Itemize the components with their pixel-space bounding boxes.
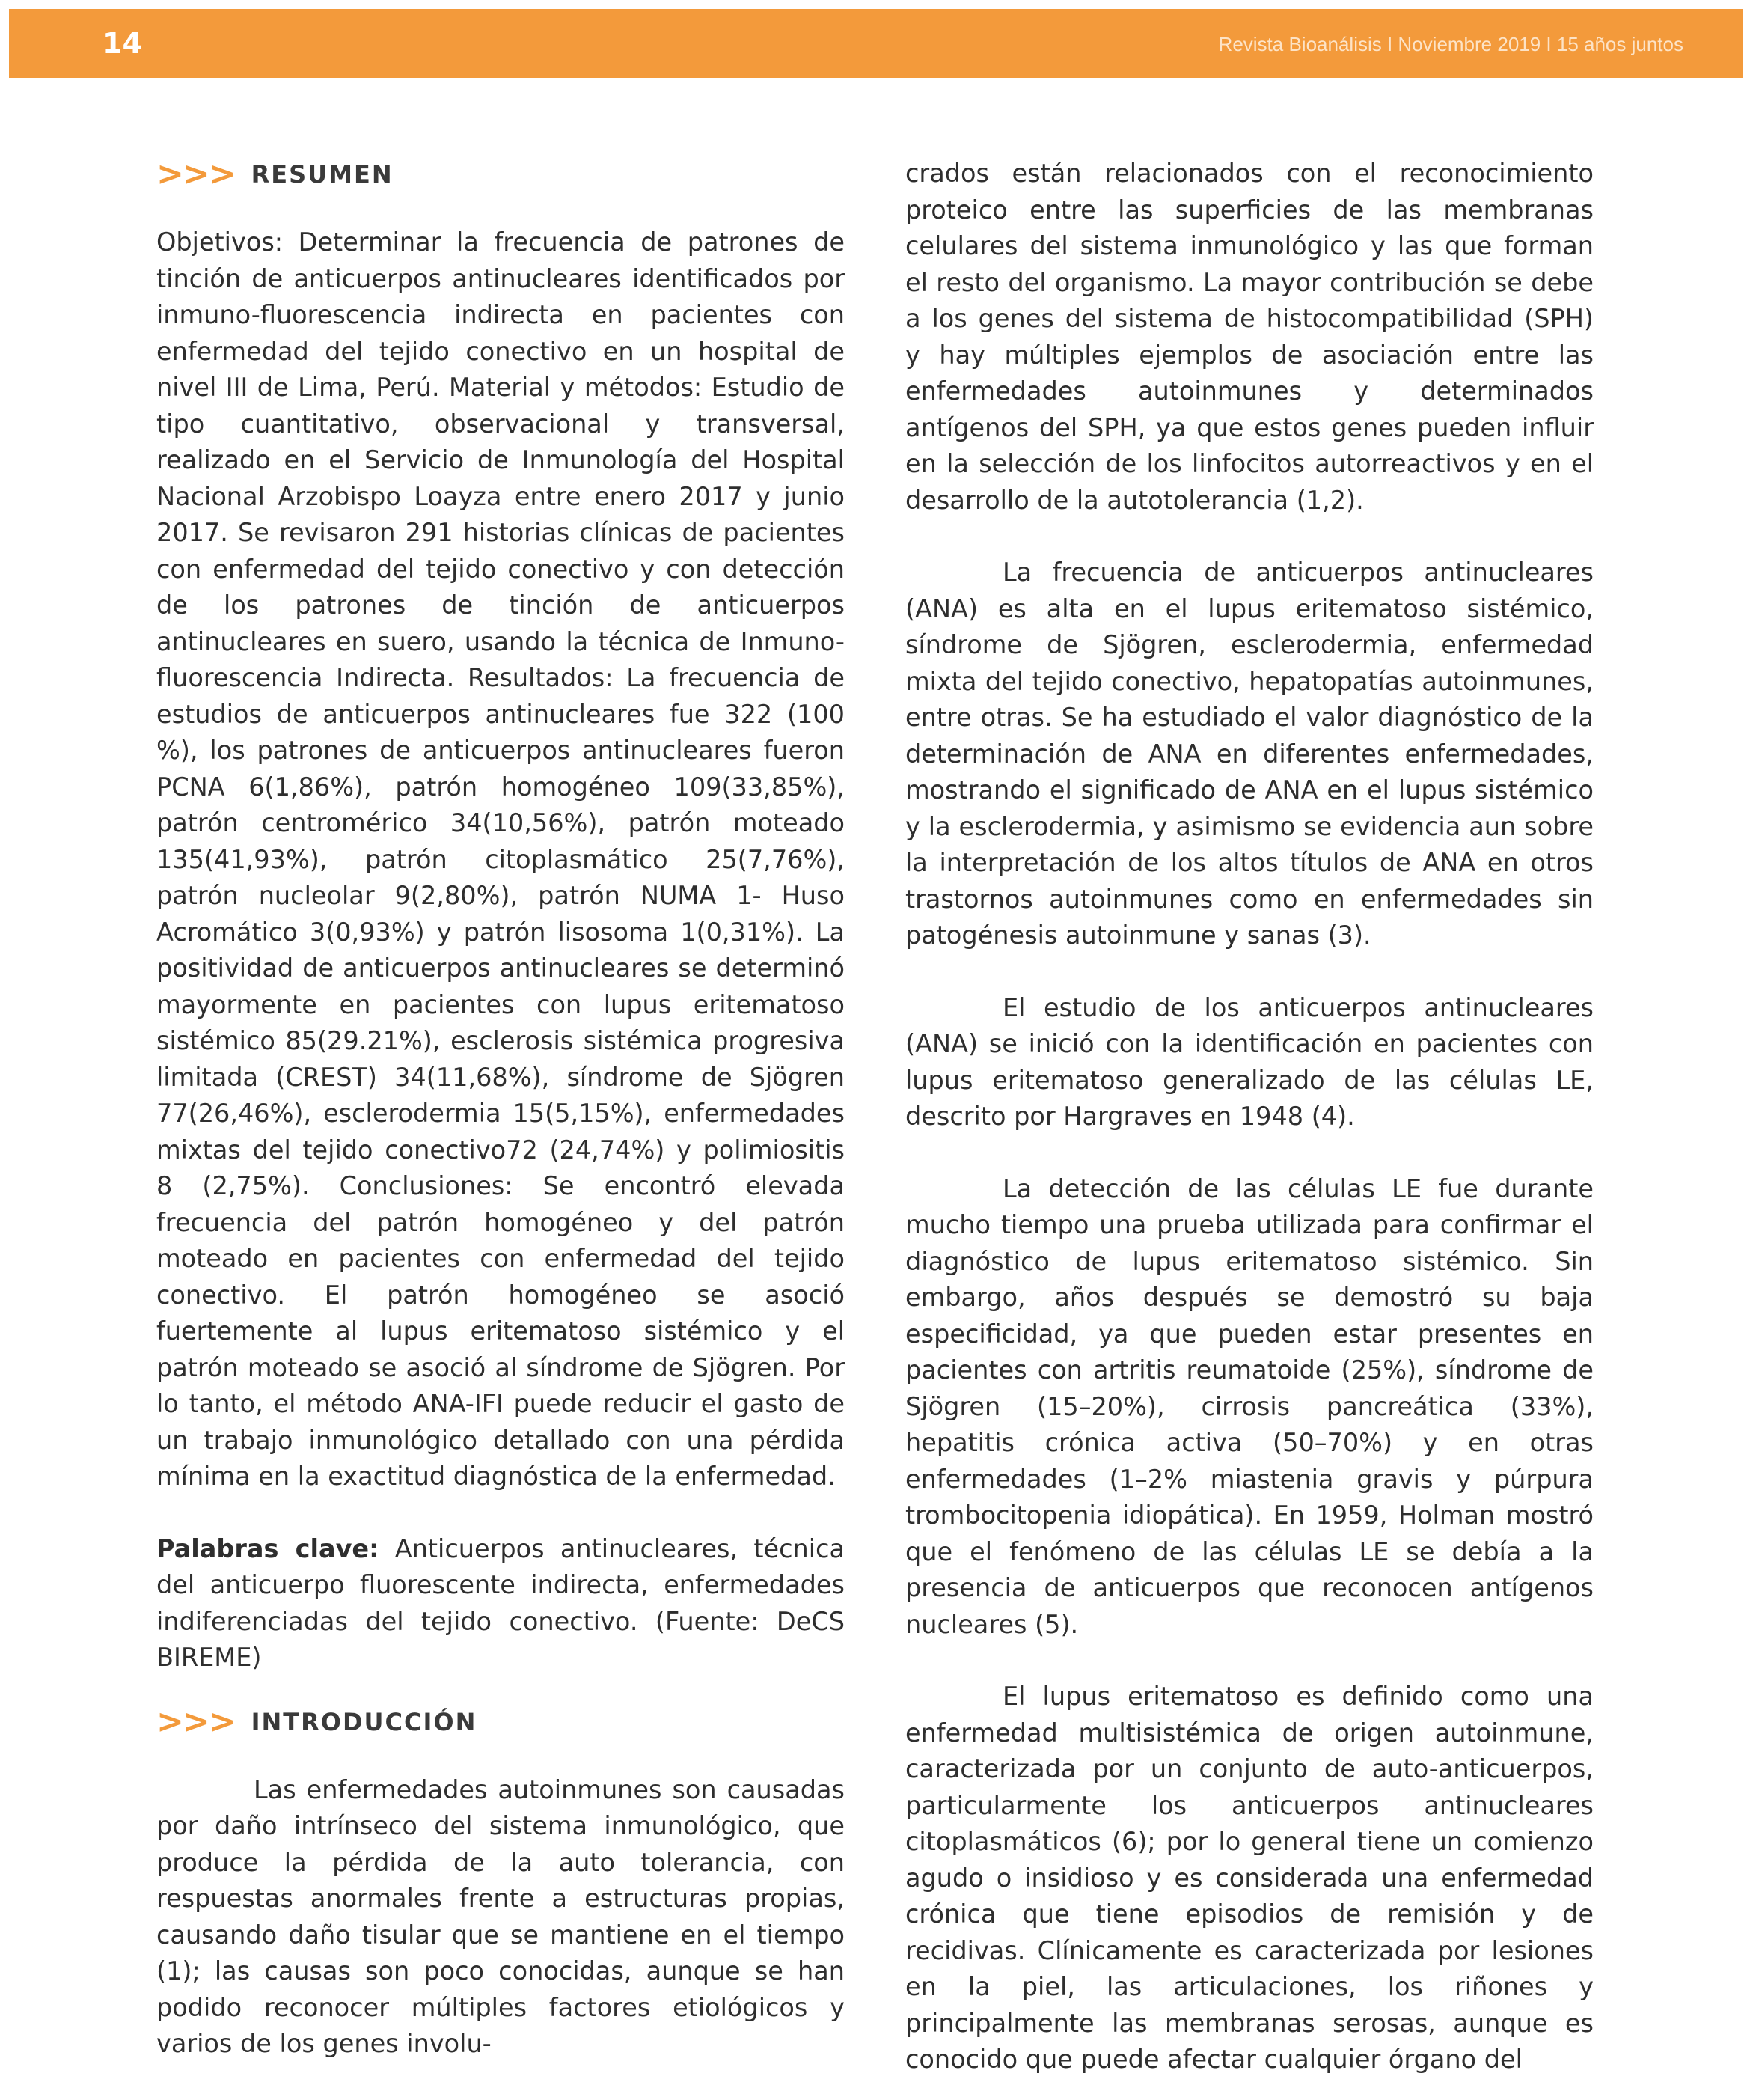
section-heading-introduccion [156, 1703, 845, 1741]
body-paragraph: Las enfermedades autoinmunes son causadas por daño intrínseco del sistema inmunológico, que produce la pérdida de la auto tolerancia, con respuestas anormales frente a estructuras propias, causando daño tisular que se mantiene en el tiempo (1); las causas son poco conocidas, aunque se han podido reconocer múltiples factores etiológicos y varios de los genes involu- [156, 1774, 845, 2058]
keywords-text: Anticuerpos antinucleares, técnica del anticuerpo fluorescente indirecta, enfermedades indiferenciadas del tejido conectivo. (Fuente: DeCS BIREME) [156, 1533, 845, 1672]
running-head: Revista Bioanálisis I Noviembre 2019 I 15 años juntos [1218, 33, 1683, 55]
body-paragraph: El estudio de los anticuerpos antinucleares (ANA) se inició con la identificación en pacientes con lupus eritematoso generalizado de las células LE, descrito por Hargraves en 1948 (4). [905, 992, 1594, 1131]
body-paragraph: crados están relacionados con el reconocimiento proteico entre las superficies de las membranas celulares del sistema inmunológico y las que forman el resto del organismo. La mayor contribución se debe a los genes del sistema de histocompatibilidad (SPH) y hay múltiples ejemplos de asociación entre las enfermedades autoinmunes y determinados antígenos del SPH, ya que estos genes pueden influir en la selección de los linfocitos autorreactivos y en el desarrollo de la autotolerancia (1,2). [905, 159, 1594, 515]
left-column [156, 156, 845, 2063]
abstract-paragraph: Objetivos: Determinar la frecuencia de patrones de tinción de anticuerpos antinucleares identificados por inmuno-fluorescencia indirecta en pacientes con enfermedad del tejido conectivo en un hospital de nivel III de Lima, Perú. Material y métodos: Estudio de tipo cuantitativo, observacional y transversal, realizado en el Servicio de Inmunología del Hospital Nacional Arzobispo Loayza entre enero 2017 y junio 2017. Se revisaron 291 historias clínicas de pacientes con enfermedad del tejido conectivo y con detección de los patrones de tinción de anticuerpos antinucleares en suero, usando la técnica de Inmuno-fluorescencia Indirecta. Resultados: La frecuencia de estudios de anticuerpos antinucleares fue 322 (100 %), los patrones de anticuerpos antinucleares fueron PCNA 6(1,86%), patrón homogéneo 109(33,85%), patrón centromérico 34(10,56%), patrón moteado 135(41,93%), patrón citoplasmático 25(7,76%), patrón nucleolar 9(2,80%), patrón NUMA 1- Huso Acromático 3(0,93%) y patrón lisosoma 1(0,31%). La positividad de anticuerpos antinucleares se determinó mayormente en pacientes con lupus eritematoso sistémico 85(29.21%), esclerosis sistémica progresiva limitada (CREST) 34(11,68%), síndrome de Sjögren 77(26,46%), esclerodermia 15(5,15%), enfermedades mixtas del tejido conectivo72 (24,74%) y polimiositis 8 (2,75%). Conclusiones: Se encontró elevada frecuencia del patrón homogéneo y del patrón moteado en pacientes con enfermedad del tejido conectivo. El patrón homogéneo se asoció fuertemente al lupus eritematoso sistémico y el patrón moteado se asoció al síndrome de Sjögren. Por lo tanto, el método ANA-IFI puede reducir el gasto de un trabajo inmunológico detallado con una pérdida mínima en la exactitud diagnóstica de la enfermedad. [156, 228, 845, 1491]
body-paragraph: La detección de las células LE fue durante mucho tiempo una prueba utilizada para confirmar el diagnóstico de lupus eritematoso sistémico. Sin embargo, años después se demostró su baja especificidad, ya que pueden estar presentes en pacientes con artritis reumatoide (25%), síndrome de Sjögren (15–20%), cirrosis pancreática (33%), hepatitis crónica activa (50–70%) y en otras enfermedades (1–2% miastenia gravis y púrpura trombocitopenia idiopática). En 1959, Holman mostró que el fenómeno de las células LE se debía a la presencia de anticuerpos que reconocen antígenos nucleares (5). [905, 1173, 1594, 1639]
keywords-label: Palabras clave: [156, 1533, 379, 1563]
page-number: 14 [103, 27, 142, 60]
keywords-paragraph [156, 1531, 845, 1676]
body-paragraph: La frecuencia de anticuerpos antinucleares (ANA) es alta en el lupus eritematoso sistémico, síndrome de Sjögren, esclerodermia, enfermedad mixta del tejido conectivo, hepatopatías autoinmunes, entre otras. Se ha estudiado el valor diagnóstico de la determinación de ANA en diferentes enfermedades, mostrando el significado de ANA en el lupus sistémico y la esclerodermia, y asimismo se evidencia aun sobre la interpretación de los altos títulos de ANA en otros trastornos autoinmunes como en enfermedades sin patogénesis autoinmune y sanas (3). [905, 558, 1594, 950]
body-paragraph: El lupus eritematoso es definido como una enfermedad multisistémica de origen autoinmune, caracterizada por un conjunto de auto-anticuerpos, particularmente los anticuerpos antinucleares citoplasmáticos (6); por lo general tiene un comienzo agudo o insidioso y es considerada una enfermedad crónica que tiene episodios de remisión y de recidivas. Clínicamente es caracterizada por lesiones en la piel, las articulaciones, los riñones y principalmente las membranas serosas, aunque es conocido que puede afectar cualquier órgano del [905, 1682, 1594, 2074]
section-heading-resumen [156, 156, 845, 193]
triple-chevron-icon: >>> [156, 155, 235, 193]
section-title: INTRODUCCIÓN [251, 1707, 477, 1736]
header-bar [9, 9, 1743, 78]
triple-chevron-icon: >>> [156, 1702, 235, 1741]
section-title: RESUMEN [251, 160, 394, 189]
right-column [905, 156, 1594, 2078]
